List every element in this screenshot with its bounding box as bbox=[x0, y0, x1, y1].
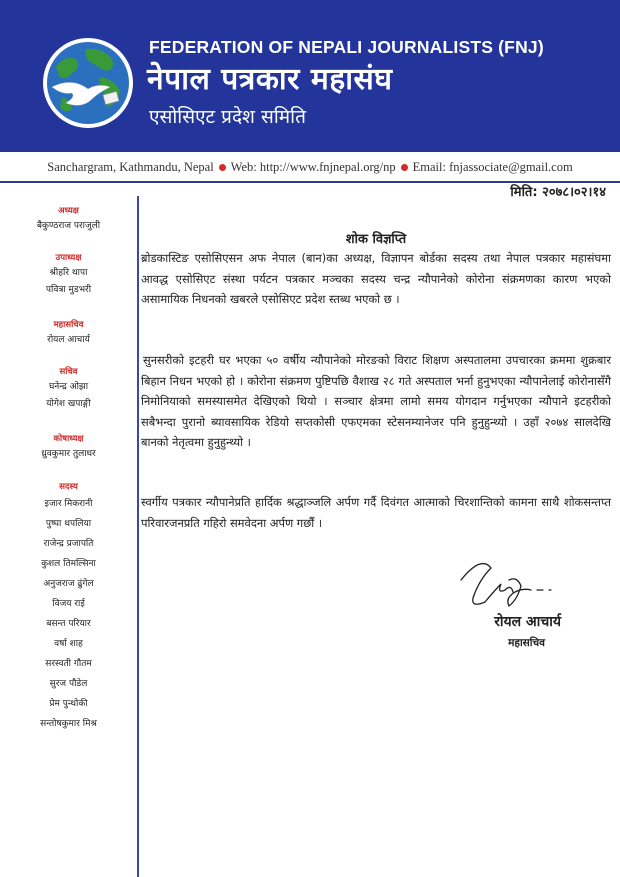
fnj-logo-globe-dove-icon bbox=[42, 37, 134, 129]
notice-paragraph: स्वर्गीय पत्रकार न्यौपानेप्रति हार्दिक श्रद्धाञ्जलि अर्पण गर्दै दिवंगत आत्माको चिरशान्तिको कामना साथै शोकसन्तप्त परिवारजनप्रति गहिरो समवेदना अर्पण गर्छौं । bbox=[141, 495, 611, 530]
sidebar-member: बैकुण्ठराज पराजुली bbox=[36, 221, 101, 231]
sidebar-title: अध्यक्ष bbox=[58, 206, 79, 216]
sidebar-member: सरस्वती गौतम bbox=[45, 659, 92, 669]
committee-sidebar bbox=[0, 196, 137, 877]
sidebar-divider bbox=[137, 196, 139, 877]
sidebar-title: कोषाध्यक्ष bbox=[53, 434, 84, 444]
sidebar-member: इजार मिकरानी bbox=[44, 499, 93, 509]
notice-heading: शोक विज्ञप्ति bbox=[345, 232, 407, 247]
sidebar-title: महासचिव bbox=[53, 320, 84, 330]
sidebar-member: वर्षा शाह bbox=[54, 639, 83, 649]
sidebar-member: बसन्त परियार bbox=[46, 619, 91, 629]
sidebar-group-general-secretary bbox=[0, 318, 137, 349]
sidebar-title: सचिव bbox=[59, 367, 78, 377]
sidebar-group-vice-chair bbox=[0, 251, 137, 299]
bullet-dot-icon bbox=[219, 164, 226, 171]
letter-date: मिति: २०७८।०२।१४ bbox=[510, 185, 606, 200]
org-committee-name: एसोसिएट प्रदेश समिति bbox=[149, 106, 306, 128]
sidebar-member: घनेन्द्र ओझा bbox=[48, 382, 89, 392]
sidebar-member: विजय राई bbox=[52, 599, 85, 609]
sidebar-member: सन्तोषकुमार मिश्र bbox=[40, 719, 97, 729]
sidebar-member: सुरज पौडेल bbox=[49, 679, 88, 689]
sidebar-title: सदस्य bbox=[59, 482, 78, 492]
handwritten-signature bbox=[451, 550, 571, 650]
sidebar-member: पवित्रा मुडभरी bbox=[45, 285, 92, 295]
sidebar-member: राजेन्द्र प्रजापति bbox=[43, 539, 94, 549]
bullet-dot-icon bbox=[401, 164, 408, 171]
sidebar-title: उपाध्यक्ष bbox=[55, 253, 82, 263]
signatory-name: रोयल आचार्य bbox=[494, 614, 561, 630]
sidebar-member: अनुजराज ढुंगेल bbox=[43, 579, 94, 589]
email-text: Email: fnjassociate@gmail.com bbox=[412, 160, 573, 174]
contact-line bbox=[0, 160, 620, 175]
sidebar-member: पुष्पा थपलिया bbox=[45, 519, 92, 529]
sidebar-group-secretary bbox=[0, 365, 137, 413]
sidebar-member: श्रीहरि थापा bbox=[49, 268, 88, 278]
sidebar-group-treasurer bbox=[0, 432, 137, 463]
sidebar-group-chair bbox=[0, 204, 137, 234]
org-name-nepali: नेपाल पत्रकार महासंघ bbox=[147, 62, 393, 97]
sidebar-member: रोयल आचार्य bbox=[47, 335, 90, 345]
address-text: Sanchargram, Kathmandu, Nepal bbox=[47, 160, 214, 174]
signatory-position: महासचिव bbox=[508, 637, 545, 649]
org-name-english: FEDERATION OF NEPALI JOURNALISTS (FNJ) bbox=[149, 37, 544, 57]
sidebar-member: ध्रुवकुमार तुलाधर bbox=[41, 449, 96, 459]
web-text: Web: http://www.fnjnepal.org/np bbox=[230, 160, 396, 174]
sidebar-member: कुशल तिमल्सिना bbox=[41, 559, 96, 569]
sidebar-member: प्रेम पुन्थोकी bbox=[49, 699, 88, 709]
notice-paragraph: ब्रोडकास्टिङ एसोसिएसन अफ नेपाल (बान)का अध्यक्ष, विज्ञापन बोर्डका सदस्य तथा नेपाल पत्रकार महासंघमा आवद्ध एसोसिएट संस्था पर्यटन पत्रकार मञ्चका सदस्य चन्द्र न्यौपानेको कोरोना संक्रमणका कारण भएको असामायिक निधनको खबरले एसोसिएट प्रदेश स्तब्ध भएको छ । bbox=[141, 251, 611, 306]
sidebar-member: योगेश खपाङ्गी bbox=[46, 399, 91, 409]
letterhead-header bbox=[0, 0, 620, 152]
sidebar-group-members bbox=[0, 480, 137, 734]
notice-paragraph: सुनसरीको इटहरी घर भएका ५० वर्षीय न्यौपानेको मोरङको विराट शिक्षण अस्पतालमा उपचारका क्रममा शुक्रबार बिहान निधन भएको हो । कोरोना संक्रमण पुष्टिपछि वैशाख २८ गते अस्पताल भर्ना हुनुभएका न्यौपानेलाई कोरोनासँगै निमोनियाको समस्यासमेत देखिएको थियो । सञ्चार क्षेत्रमा लामो समय योगदान गर्नुभएका न्यौपाने इटहरीको सबैभन्दा पुरानो ब्यावसायिक रेडियो सप्तकोसी एफएमका स्टेसनम्यानेजर पनि हुनुहुन्थ्यो । उहाँ २०७४ सालदेखि बानको नेतृत्वमा हुनुहुन्थ्यो । bbox=[141, 353, 611, 449]
